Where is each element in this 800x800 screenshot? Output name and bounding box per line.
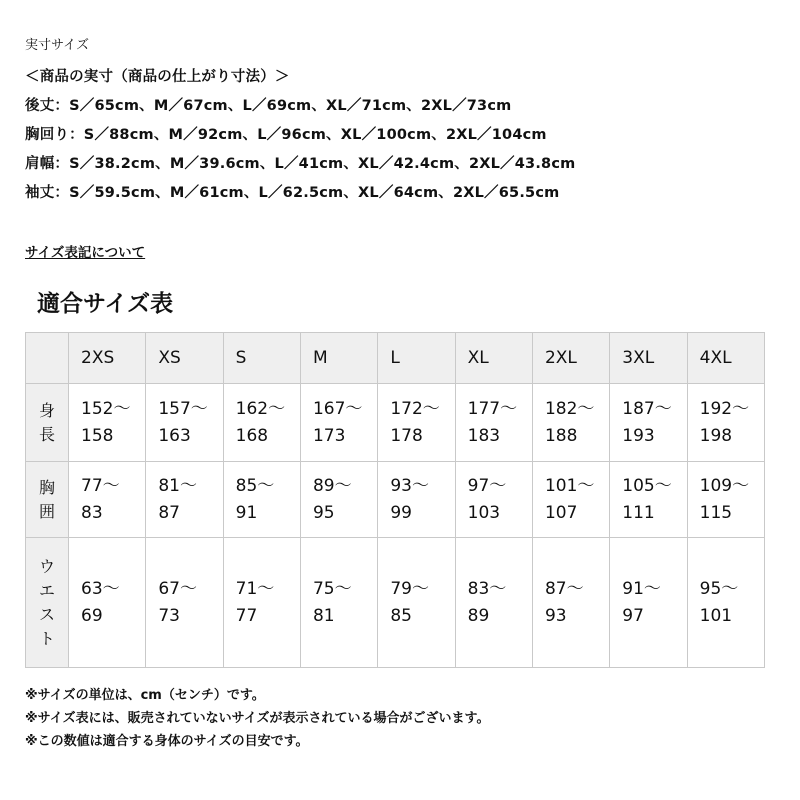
range-max: 107 (544, 502, 578, 523)
header-cell: 4XL (687, 333, 764, 384)
row-label-char: ウ (38, 556, 55, 576)
range-max: 173 (312, 425, 346, 446)
table-cell (223, 384, 300, 462)
spec-line-sleeve: 袖丈：S／59.5cm、M／61cm、L／62.5cm、XL／64cm、2XL／65.5cm (25, 185, 560, 201)
range-max: 178 (390, 425, 423, 446)
header-cell: XS (146, 333, 223, 384)
range-min: 182～ (544, 398, 595, 419)
range-min: 81～ (158, 475, 197, 496)
note-unit: ※サイズの単位は、cm（センチ）です。 (25, 688, 265, 703)
table-cell (610, 538, 687, 668)
note-unsold-sizes: ※サイズ表には、販売されていないサイズが表示されている場合がございます。 (25, 711, 490, 726)
range-min: 91～ (622, 578, 661, 599)
table-cell (146, 384, 223, 462)
table-cell (378, 538, 455, 668)
range-max: 183 (467, 425, 501, 446)
range-max: 81 (312, 605, 335, 626)
spec-heading: ＜商品の実寸（商品の仕上がり寸法）＞ (25, 69, 290, 85)
table-cell (532, 384, 609, 462)
range-max: 111 (622, 502, 655, 523)
table-row-waist (26, 538, 765, 668)
range-max: 77 (235, 605, 258, 626)
range-min: 109～ (699, 475, 750, 496)
range-min: 101～ (544, 475, 595, 496)
header-cell: L (378, 333, 455, 384)
table-row-chest (26, 462, 765, 538)
spec-line-back-length: 後丈：S／65cm、M／67cm、L／69cm、XL／71cm、2XL／73cm (25, 98, 512, 114)
table-cell (146, 538, 223, 668)
table-cell (69, 538, 146, 668)
note-guideline: ※この数値は適合する身体のサイズの目安です。 (25, 734, 309, 749)
range-min: 85～ (235, 475, 275, 496)
range-min: 97～ (467, 475, 507, 496)
range-min: 79～ (390, 578, 429, 599)
table-row-height (26, 384, 765, 462)
range-min: 172～ (390, 398, 440, 419)
range-min: 187～ (622, 398, 672, 419)
table-cell (687, 384, 764, 462)
spec-line-chest: 胸回り：S／88cm、M／92cm、L／96cm、XL／100cm、2XL／104cm (25, 127, 547, 143)
range-max: 168 (235, 425, 269, 446)
range-max: 95 (312, 502, 335, 523)
table-cell (532, 538, 609, 668)
size-notation-link[interactable]: サイズ表記について (25, 245, 146, 261)
table-corner-cell (26, 333, 69, 384)
row-label-waist (26, 538, 69, 668)
row-label-char: 囲 (38, 501, 55, 521)
header-cell: 2XS (69, 333, 146, 384)
table-cell (610, 384, 687, 462)
table-cell (300, 384, 377, 462)
table-cell (146, 462, 223, 538)
row-label-height (26, 384, 69, 462)
header-cell: 2XL (532, 333, 609, 384)
section-label: 実寸サイズ (25, 38, 89, 53)
table-cell (69, 384, 146, 462)
table-cell (687, 462, 764, 538)
range-min: 83～ (467, 578, 507, 599)
row-label-char: ト (38, 628, 55, 648)
range-max: 115 (699, 502, 733, 523)
range-max: 89 (467, 605, 490, 626)
spec-line-shoulder: 肩幅：S／38.2cm、M／39.6cm、L／41cm、XL／42.4cm、2XL／43.8cm (25, 156, 576, 172)
range-max: 163 (158, 425, 191, 446)
range-min: 192～ (699, 398, 750, 419)
range-min: 167～ (312, 398, 363, 419)
range-min: 77～ (81, 475, 120, 496)
table-cell (610, 462, 687, 538)
row-label-char: エ (38, 580, 55, 600)
table-cell (223, 538, 300, 668)
range-max: 83 (81, 502, 103, 523)
range-min: 89～ (312, 475, 352, 496)
table-cell (455, 462, 532, 538)
range-max: 97 (622, 605, 644, 626)
size-table-title: 適合サイズ表 (37, 291, 174, 317)
table-cell (378, 462, 455, 538)
row-label-char: 身 (38, 400, 55, 420)
range-max: 85 (390, 605, 412, 626)
table-cell (300, 462, 377, 538)
size-table (25, 332, 765, 668)
range-max: 69 (81, 605, 103, 626)
range-min: 177～ (467, 398, 518, 419)
header-cell: M (300, 333, 377, 384)
range-max: 87 (158, 502, 180, 523)
row-label-char: ス (38, 604, 55, 624)
range-max: 101 (699, 605, 733, 626)
range-min: 93～ (390, 475, 429, 496)
table-cell (300, 538, 377, 668)
table-header-row (26, 333, 765, 384)
range-max: 93 (544, 605, 567, 626)
range-max: 91 (235, 502, 258, 523)
range-min: 152～ (81, 398, 131, 419)
header-cell: S (223, 333, 300, 384)
range-min: 105～ (622, 475, 672, 496)
range-min: 71～ (235, 578, 275, 599)
table-cell (455, 384, 532, 462)
table-cell (455, 538, 532, 668)
range-min: 162～ (235, 398, 286, 419)
range-min: 87～ (544, 578, 584, 599)
range-max: 188 (544, 425, 578, 446)
range-max: 158 (81, 425, 114, 446)
row-label-char: 胸 (38, 477, 55, 497)
row-label-char: 長 (38, 424, 55, 444)
header-cell: 3XL (610, 333, 687, 384)
range-min: 157～ (158, 398, 208, 419)
table-cell (223, 462, 300, 538)
range-max: 103 (467, 502, 501, 523)
notes-block (25, 684, 490, 753)
range-min: 75～ (312, 578, 352, 599)
table-cell (69, 462, 146, 538)
table-cell (532, 462, 609, 538)
range-min: 95～ (699, 578, 739, 599)
row-label-chest (26, 462, 69, 538)
range-max: 193 (622, 425, 655, 446)
table-cell (378, 384, 455, 462)
range-min: 67～ (158, 578, 197, 599)
range-max: 99 (390, 502, 412, 523)
range-max: 198 (699, 425, 733, 446)
table-cell (687, 538, 764, 668)
header-cell: XL (455, 333, 532, 384)
range-min: 63～ (81, 578, 120, 599)
range-max: 73 (158, 605, 180, 626)
